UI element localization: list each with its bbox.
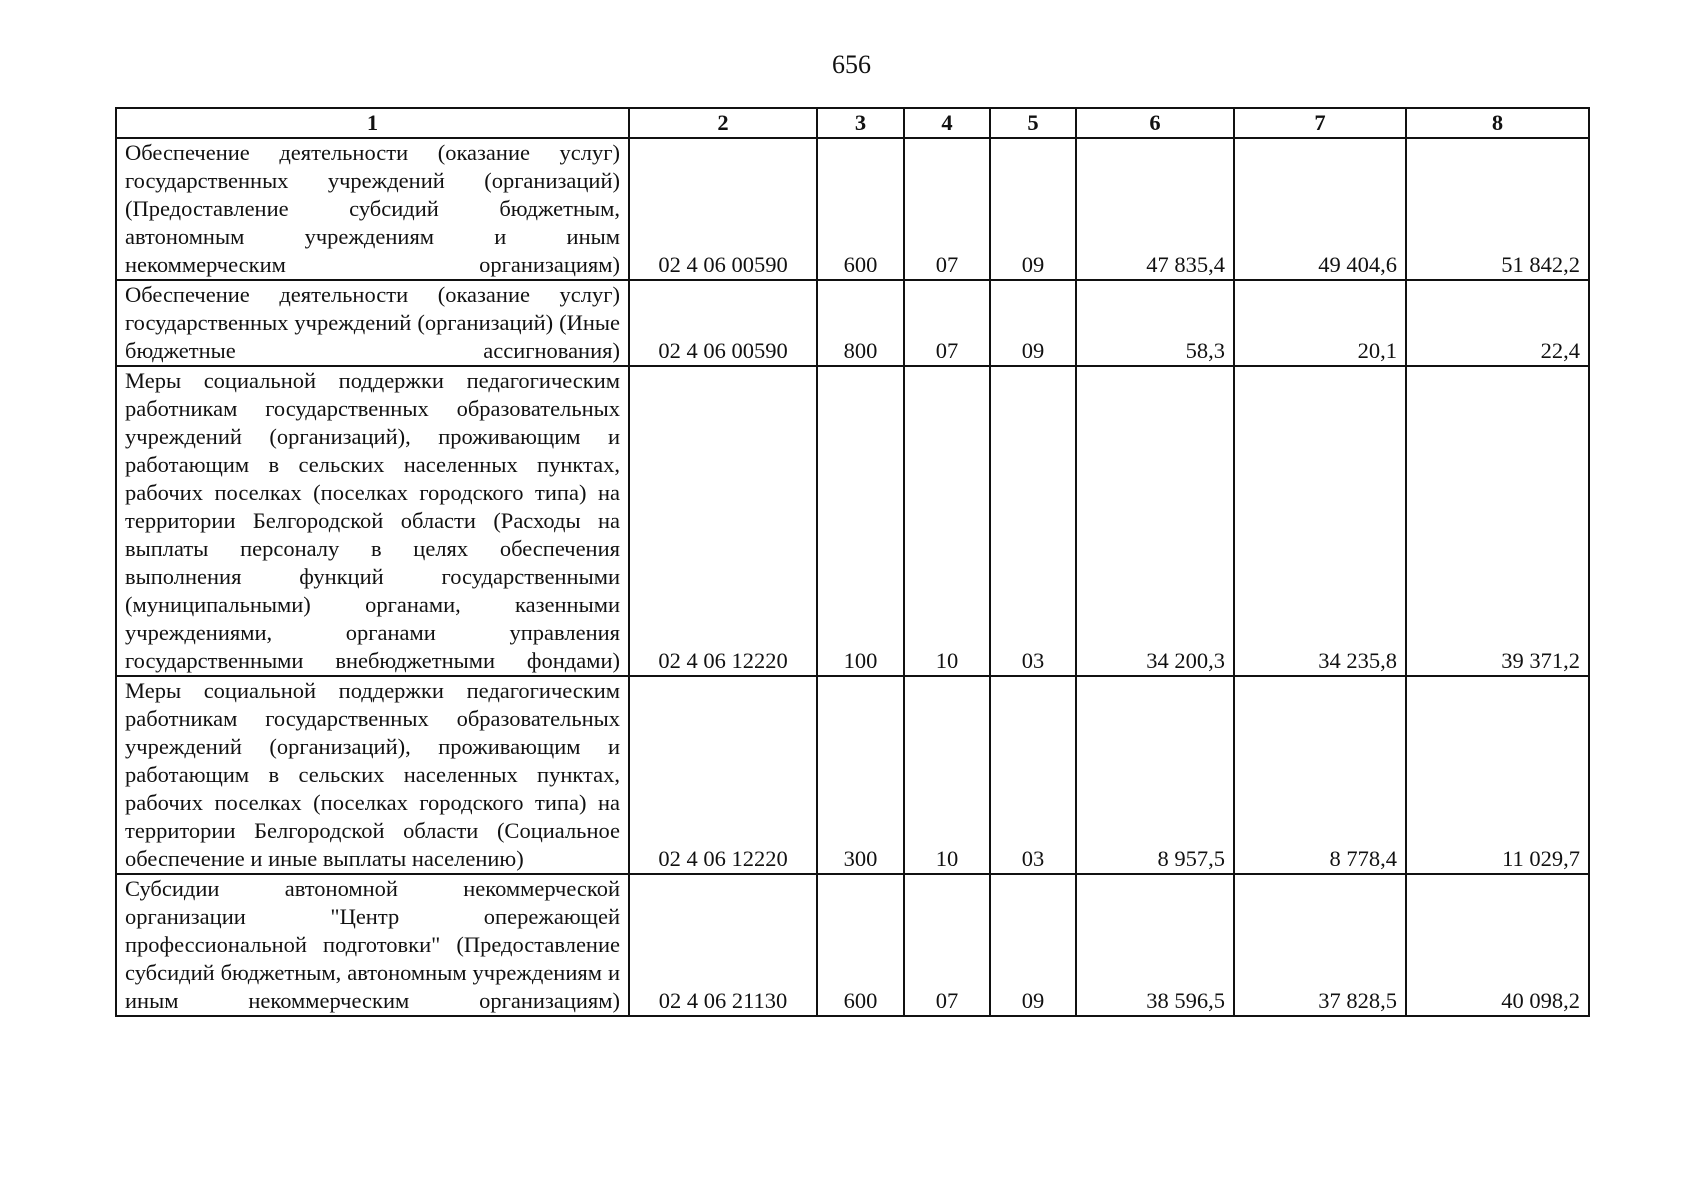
row-code: 02 4 06 00590: [629, 138, 817, 280]
row-col6: 47 835,4: [1076, 138, 1234, 280]
header-row: [116, 108, 1589, 138]
row-col8: 11 029,7: [1406, 676, 1589, 874]
header-cell: 2: [629, 108, 817, 138]
row-description: Обеспечение деятельности (оказание услуг) государственных учреждений (организаций) (Иные бюджетные ассигнования): [116, 280, 629, 366]
row-col3: 600: [817, 138, 904, 280]
row-col3: 100: [817, 366, 904, 676]
row-col7: 49 404,6: [1234, 138, 1406, 280]
row-col4: 10: [904, 366, 990, 676]
header-cell: 4: [904, 108, 990, 138]
row-col7: 20,1: [1234, 280, 1406, 366]
row-col5: 09: [990, 874, 1076, 1016]
row-col8: 22,4: [1406, 280, 1589, 366]
row-col7: 37 828,5: [1234, 874, 1406, 1016]
row-col4: 10: [904, 676, 990, 874]
header-cell: 7: [1234, 108, 1406, 138]
header-cell: 1: [116, 108, 629, 138]
table-row: [116, 874, 1589, 1016]
row-col3: 800: [817, 280, 904, 366]
row-code: 02 4 06 21130: [629, 874, 817, 1016]
row-col7: 34 235,8: [1234, 366, 1406, 676]
row-col7: 8 778,4: [1234, 676, 1406, 874]
row-description: Меры социальной поддержки педагогическим работникам государственных образовательных учреждений (организаций), проживающим и работающим в сельских населенных пунктах, рабочих поселках (поселках городского типа) на территории Белгородской области (Социальное обеспечение и иные выплаты населению): [116, 676, 629, 874]
row-col8: 51 842,2: [1406, 138, 1589, 280]
table-row: [116, 366, 1589, 676]
row-col5: 03: [990, 676, 1076, 874]
row-col6: 58,3: [1076, 280, 1234, 366]
header-cell: 3: [817, 108, 904, 138]
row-col6: 34 200,3: [1076, 366, 1234, 676]
row-col4: 07: [904, 280, 990, 366]
row-description: Субсидии автономной некоммерческой организации "Центр опережающей профессиональной подготовки" (Предоставление субсидий бюджетным, автономным учреждениям и иным некоммерческим организациям): [116, 874, 629, 1016]
row-col5: 09: [990, 280, 1076, 366]
budget-table: [115, 107, 1590, 1017]
table-row: [116, 138, 1589, 280]
row-description: Обеспечение деятельности (оказание услуг) государственных учреждений (организаций) (Предоставление субсидий бюджетным, автономным учреждениям и иным некоммерческим организациям): [116, 138, 629, 280]
table-row: [116, 280, 1589, 366]
row-code: 02 4 06 12220: [629, 366, 817, 676]
row-col6: 8 957,5: [1076, 676, 1234, 874]
row-col4: 07: [904, 138, 990, 280]
row-col8: 39 371,2: [1406, 366, 1589, 676]
header-cell: 6: [1076, 108, 1234, 138]
row-col3: 300: [817, 676, 904, 874]
table-row: [116, 676, 1589, 874]
header-cell: 8: [1406, 108, 1589, 138]
row-code: 02 4 06 12220: [629, 676, 817, 874]
row-col5: 03: [990, 366, 1076, 676]
row-code: 02 4 06 00590: [629, 280, 817, 366]
row-description: Меры социальной поддержки педагогическим работникам государственных образовательных учреждений (организаций), проживающим и работающим в сельских населенных пунктах, рабочих поселках (поселках городского типа) на территории Белгородской области (Расходы на выплаты персоналу в целях обеспечения выполнения функций государственными (муниципальными) органами, казенными учреждениями, органами управления государственными внебюджетными фондами): [116, 366, 629, 676]
row-col5: 09: [990, 138, 1076, 280]
row-col8: 40 098,2: [1406, 874, 1589, 1016]
row-col6: 38 596,5: [1076, 874, 1234, 1016]
row-col3: 600: [817, 874, 904, 1016]
header-cell: 5: [990, 108, 1076, 138]
row-col4: 07: [904, 874, 990, 1016]
page-number: 656: [832, 50, 871, 79]
